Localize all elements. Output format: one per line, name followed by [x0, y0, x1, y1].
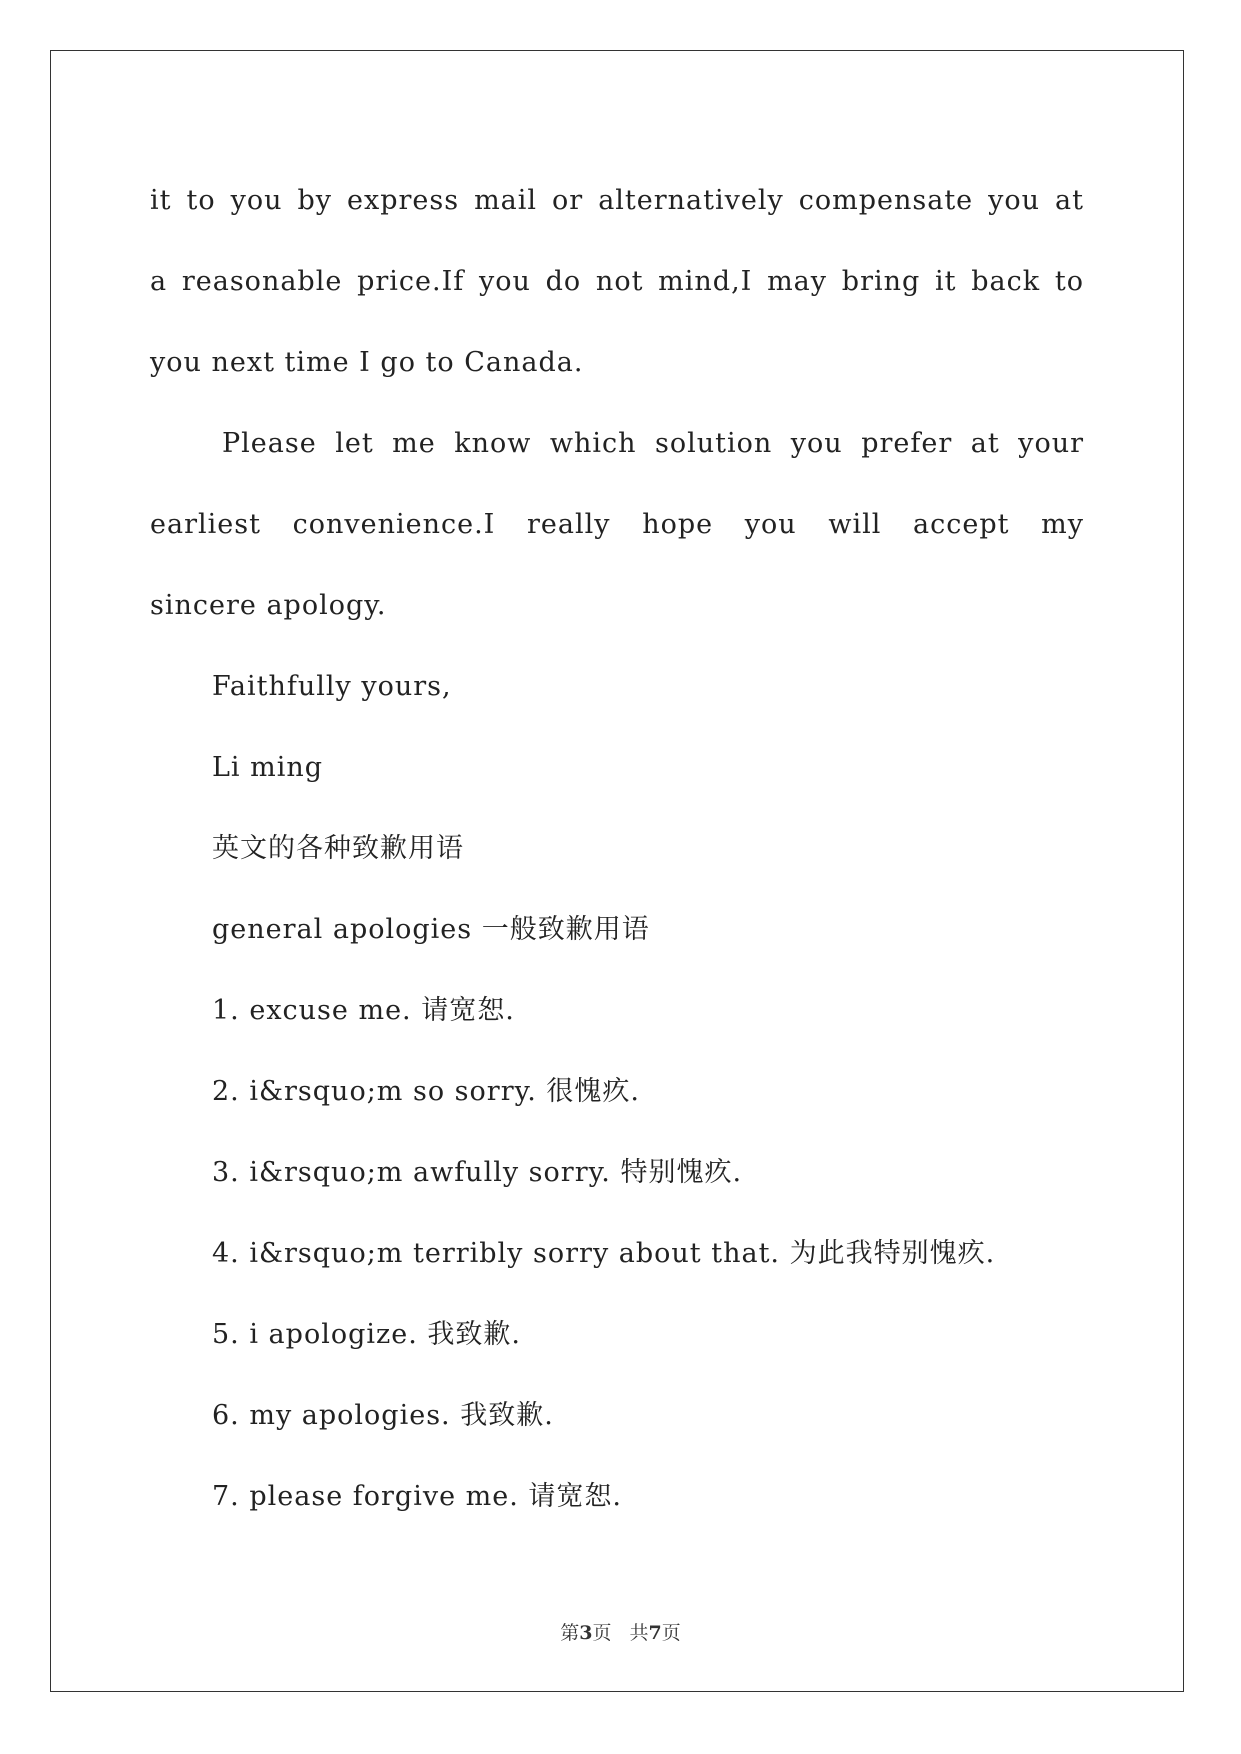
total-pages: 7 [648, 1622, 662, 1644]
list-item: 4. i&rsquo;m terribly sorry about that. 为此我特别愧疚. [212, 1238, 996, 1269]
section-title: 英文的各种致歉用语 [212, 833, 464, 864]
paragraph-2-line-2: earliest convenience.I really hope you will accept my [150, 509, 1084, 540]
paragraph-1-line-1: it to you by express mail or alternatively compensate you at [150, 185, 1084, 216]
closing: Faithfully yours, [212, 671, 452, 702]
apology-list [150, 970, 1084, 1537]
paragraph-1-line-3: you next time I go to Canada. [150, 347, 584, 378]
page-suffix: 页 [592, 1622, 612, 1644]
list-item: 2. i&rsquo;m so sorry. 很愧疚. [212, 1076, 641, 1107]
paragraph-1-line-2: a reasonable price.If you do not mind,I may bring it back to [150, 266, 1084, 297]
paragraph-2-line-1: Please let me know which solution you prefer at your [222, 428, 1084, 459]
paragraph-2 [150, 403, 1084, 646]
paragraph-1 [150, 160, 1084, 403]
list-item: 7. please forgive me. 请宽恕. [212, 1481, 622, 1512]
list-item: 5. i apologize. 我致歉. [212, 1319, 521, 1350]
list-item: 6. my apologies. 我致歉. [212, 1400, 554, 1431]
page-footer [0, 1618, 1241, 1645]
page-prefix: 第 [560, 1622, 580, 1644]
list-item: 1. excuse me. 请宽恕. [212, 995, 515, 1026]
subsection-title: general apologies 一般致歉用语 [212, 914, 650, 945]
paragraph-2-line-3: sincere apology. [150, 590, 387, 621]
signature: Li ming [212, 752, 324, 783]
document-body [150, 160, 1084, 1537]
list-item: 3. i&rsquo;m awfully sorry. 特别愧疚. [212, 1157, 743, 1188]
page-number: 3 [579, 1622, 593, 1644]
total-prefix: 共 [629, 1622, 649, 1644]
total-suffix: 页 [661, 1622, 681, 1644]
